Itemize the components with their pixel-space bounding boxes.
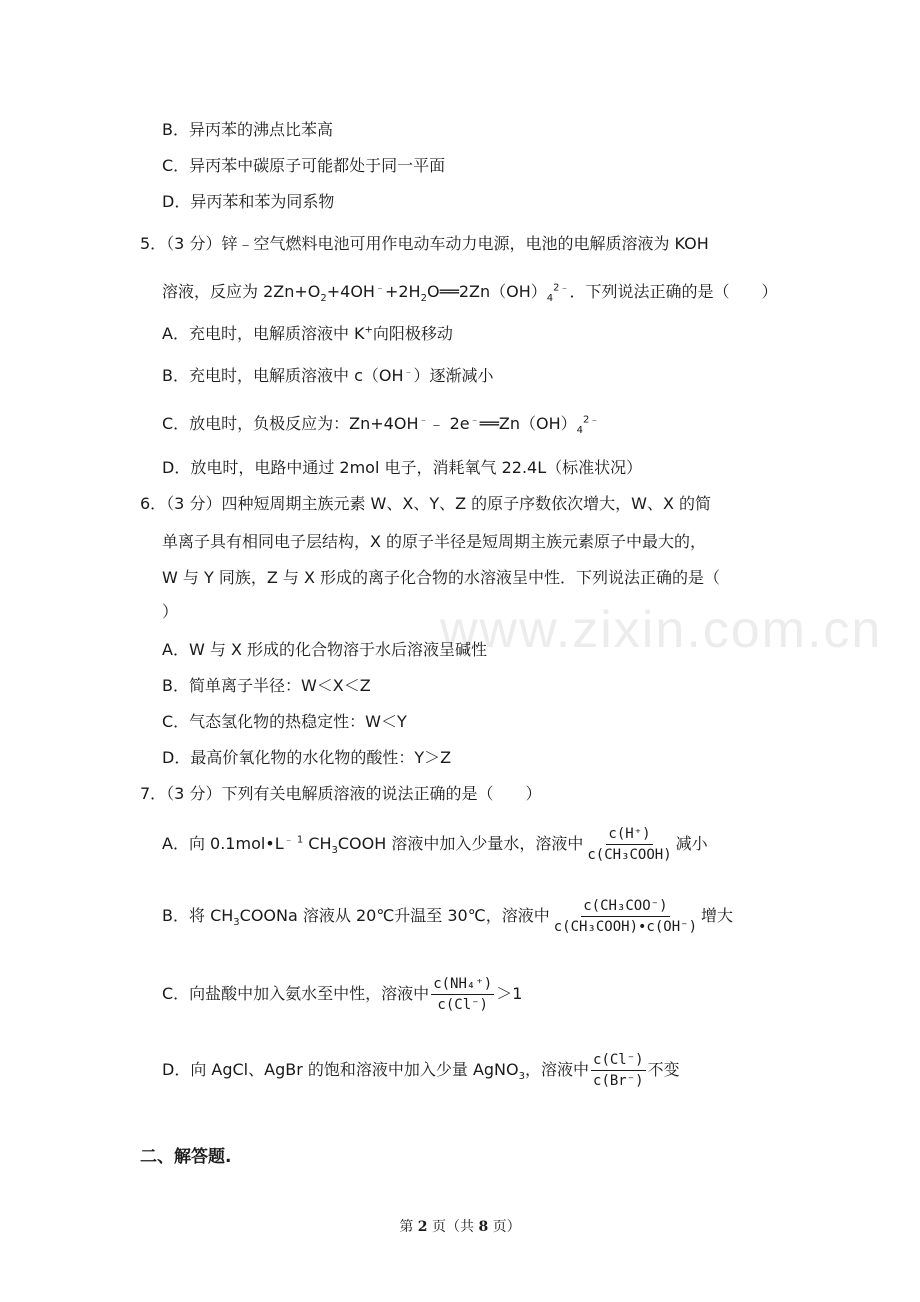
q7-option-d: D．向 AgCl、AgBr 的饱和溶液中加入少量 AgNO$_3$，溶液中 $\frac{c(Cl^-)}{c(Br^-)}$ 不变 <box>162 1052 680 1089</box>
q4-option-c: C．异丙苯中碳原子可能都处于同一平面 <box>162 156 446 175</box>
q5-option-d: D．放电时，电路中通过 2mol 电子，消耗氧气 22.4L（标准状况） <box>162 458 643 477</box>
q5-stem-line1: 5．（3 分）锌﹣空气燃料电池可用作电动车动力电源，电池的电解质溶液为 KOH <box>140 234 709 253</box>
q6-stem-line1: 6．（3 分）四种短周期主族元素 W、X、Y、Z 的原子序数依次增大，W、X 的简 <box>140 494 712 513</box>
q7-c-fraction: $\frac{\text{c(NH₄⁺)}}{c(Cl^-)}$ <box>433 976 493 1013</box>
page-footer: 第 2 页（共 8 页） <box>399 1219 521 1235</box>
q7-option-b: B．将 $CH_3COONa$ 溶液从 20℃升温至 30℃，溶液中 $\frac{\text{c(CH₃COO⁻)}}{\text{c(CH₃COOH)•c(OH⁻)}}$ 增大 <box>162 898 734 935</box>
q6-stem-line4: ） <box>162 602 179 621</box>
q6-option-c: C．气态氢化物的热稳定性：W＜Y <box>162 712 407 731</box>
q7-b-fraction: $\frac{\text{c(CH₃COO⁻)}}{\text{c(CH₃COOH)•c(OH⁻)}}$ <box>553 898 698 935</box>
q5-option-c: C．放电时，负极反应为：Zn+4OH﹣﹣ $2e^﹣══Zn(OH)_4^{2﹣}$ <box>162 414 600 437</box>
watermark: www.zixin.com.cn <box>440 601 883 659</box>
q7-option-a: A．向 $0.1mol•L^{﹣ 1}$ $CH_3COOH$ 溶液中加入少量水，溶液中 $\frac{c(H^+)}{\text{c(CH₃COOH)}}$ 减小 <box>162 826 708 863</box>
section-title: 二、解答题. <box>140 1147 232 1167</box>
q7-a-fraction: $\frac{c(H^+)}{\text{c(CH₃COOH)}}$ <box>587 826 672 863</box>
q4-option-b: B．异丙苯的沸点比苯高 <box>162 120 333 139</box>
q5-option-b: B．充电时，电解质溶液中 c（OH﹣）逐渐减小 <box>162 366 494 385</box>
page-number: 2 <box>417 1219 428 1235</box>
q6-option-a: A．W 与 X 形成的化合物溶于水后溶液呈碱性 <box>162 640 487 659</box>
q4-option-d: D．异丙苯和苯为同系物 <box>162 192 335 211</box>
q6-stem-line2: 单离子具有相同电子层结构，X 的原子半径是短周期主族元素原子中最大的， <box>162 532 707 551</box>
page-total: 8 <box>478 1219 489 1235</box>
q6-stem-line3: W 与 Y 同族，Z 与 X 形成的离子化合物的水溶液呈中性．下列说法正确的是（ <box>162 568 721 587</box>
q7-d-fraction: $\frac{c(Cl^-)}{c(Br^-)}$ <box>593 1052 644 1089</box>
q7-stem: 7．（3 分）下列有关电解质溶液的说法正确的是（ ） <box>140 784 542 803</box>
q6-option-b: B．简单离子半径：W＜X＜Z <box>162 676 371 695</box>
q7-option-c: C．向盐酸中加入氨水至中性，溶液中 $\frac{\text{c(NH₄⁺)}}{c(Cl^-)}$ ＞1 <box>162 976 523 1013</box>
q6-option-d: D．最高价氧化物的水化物的酸性：Y＞Z <box>162 748 452 767</box>
q5-option-a: A．充电时，电解质溶液中 K+向阳极移动 <box>162 324 453 343</box>
q5-stem-line2: 溶液，反应为 $2Zn+O_2+4OH^﹣+2H_2O══2Zn(OH)_4^{2﹣}$．下列说法正确的是（ ） <box>162 282 778 305</box>
